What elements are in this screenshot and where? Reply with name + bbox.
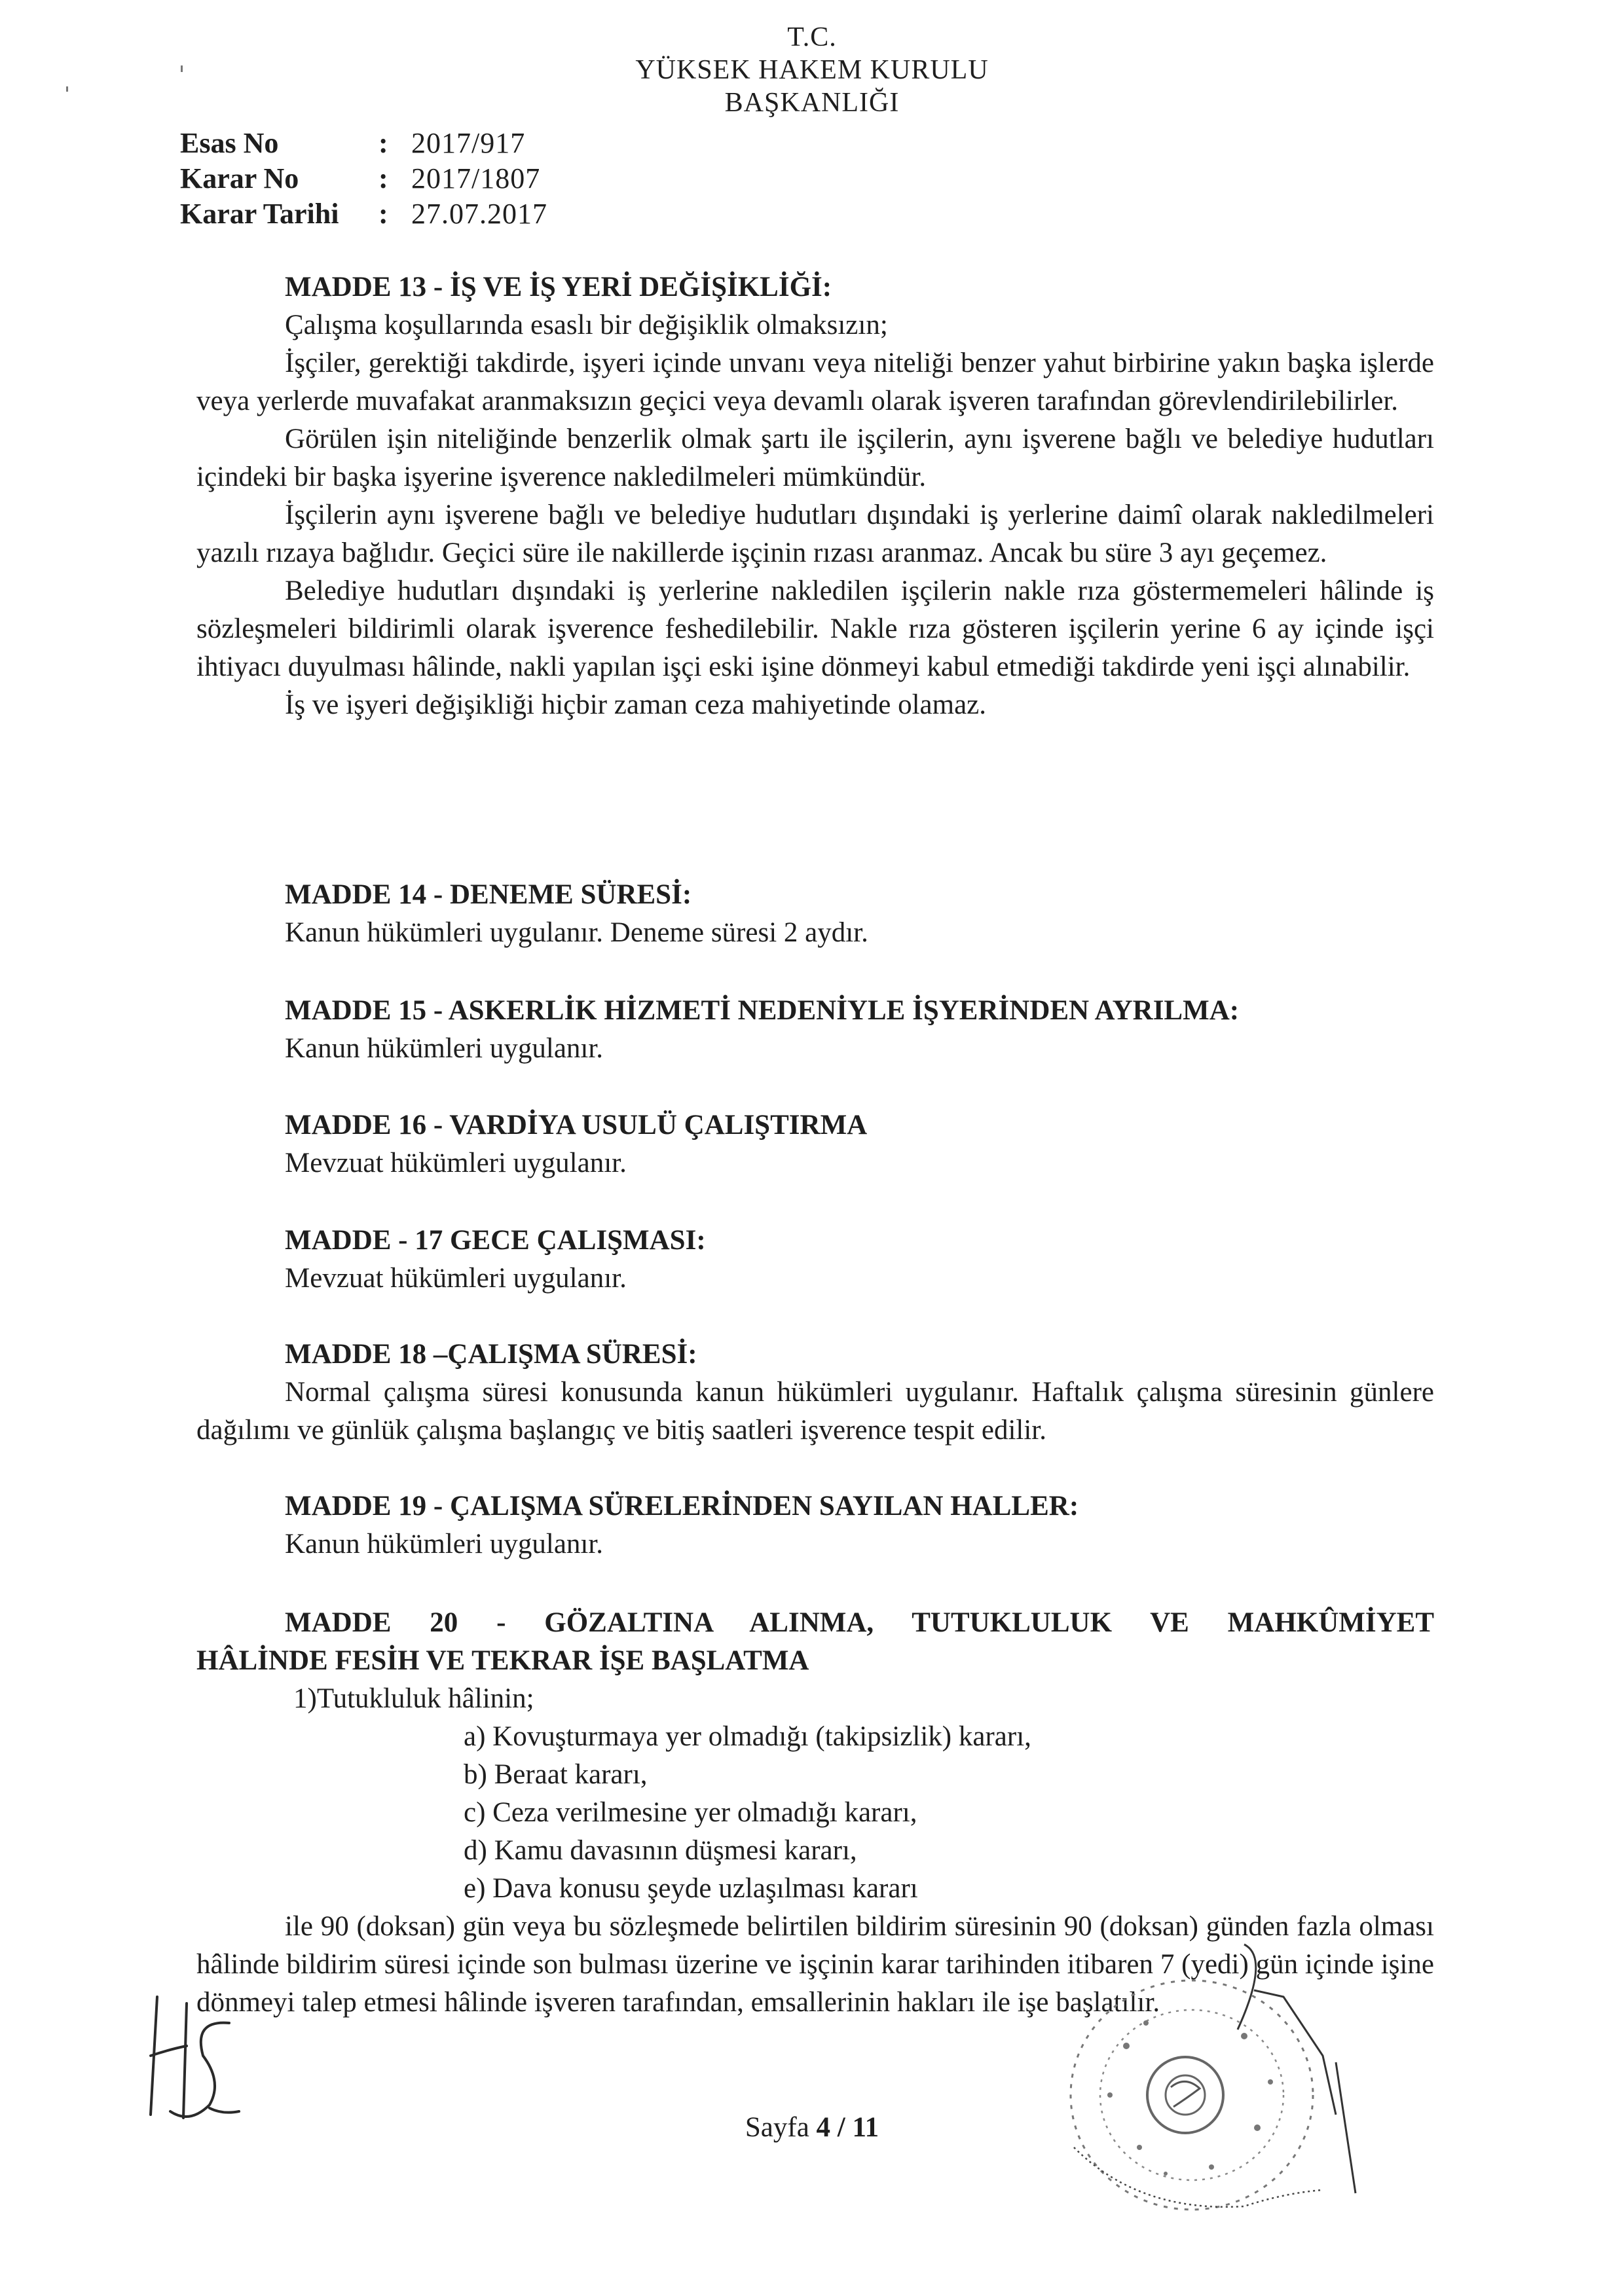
- meta-value: 2017/1807: [411, 162, 541, 194]
- page-value: 4 / 11: [816, 2112, 879, 2143]
- article-15: [196, 992, 1434, 1068]
- paragraph: Kanun hükümleri uygulanır.: [285, 1529, 604, 1559]
- article-title-continued: HÂLİNDE FESİH VE TEKRAR İŞE BAŞLATMA: [196, 1645, 809, 1676]
- list-item: d) Kamu davasının düşmesi kararı,: [464, 1835, 857, 1866]
- meta-row-esas: [180, 126, 547, 161]
- scan-mark: [181, 65, 183, 72]
- paragraph: ile 90 (doksan) gün veya bu sözleşmede belirtilen bildirim süresinin 90 (doksan) günden fazla olması hâlinde bildirim süresi içinde son bulması üzerine ve işçinin karar tarihinden itibaren 7 (yedi) gün içinde işine dönmeyi talep etmesi hâlinde işveren tarafından, emsallerinin hakları ile işe başlatılır.: [196, 1911, 1434, 2018]
- article-title: MADDE 13 - İŞ VE İŞ YERİ DEĞİŞİKLİĞİ:: [285, 272, 832, 302]
- article-title: MADDE 19 - ÇALIŞMA SÜRELERİNDEN SAYILAN HALLER:: [285, 1491, 1079, 1522]
- meta-label: Karar No: [180, 162, 299, 194]
- article-title: MADDE 14 - DENEME SÜRESİ:: [285, 879, 692, 910]
- case-metadata: [180, 126, 547, 232]
- header-line-tc: T.C.: [787, 22, 837, 52]
- paragraph: Mevzuat hükümleri uygulanır.: [285, 1263, 627, 1294]
- article-18: [196, 1336, 1434, 1449]
- meta-label: Karar Tarihi: [180, 198, 339, 230]
- paragraph: İşçiler, gerektiği takdirde, işyeri içinde unvanı veya niteliği benzer yahut birbirine yakın başka işlerde veya yerlerde muvafakat aranmaksızın geçici veya devamlı olarak işveren tarafından görevlendirilebilirler.: [196, 348, 1434, 416]
- institution-header: [570, 21, 1054, 119]
- paragraph: Mevzuat hükümleri uygulanır.: [285, 1148, 627, 1178]
- meta-separator: :: [378, 162, 388, 194]
- handwritten-initials-mark: [131, 1984, 242, 2134]
- paragraph: Belediye hudutları dışındaki iş yerlerine nakledilen işçilerin nakle rıza göstermemeleri hâlinde iş sözleşmeleri bildirimli olarak işverence feshedilebilir. Nakle rıza gösteren işçilerin yerine 6 ay içinde işçi ihtiyacı duyulması hâlinde, nakli yapılan işçi eski işine dönmeyi kabul etmediği takdirde yeni işçi alınabilir.: [196, 575, 1434, 682]
- list-item: e) Dava konusu şeyde uzlaşılması kararı: [464, 1873, 918, 1904]
- list-item: a) Kovuşturmaya yer olmadığı (takipsizlik) kararı,: [464, 1721, 1031, 1752]
- meta-row-karar: [180, 161, 547, 196]
- header-line-office: BAŞKANLIĞI: [724, 88, 900, 118]
- paragraph-intro: 1)Tutukluluk hâlinin;: [293, 1683, 534, 1714]
- meta-value: 27.07.2017: [411, 198, 547, 230]
- paragraph: İş ve işyeri değişikliği hiçbir zaman ceza mahiyetinde olamaz.: [285, 689, 987, 720]
- paragraph: İşçilerin aynı işverene bağlı ve belediye hudutları dışındaki iş yerlerine daimî olarak nakledilmeleri yazılı rızaya bağlıdır. Geçici süre ile nakillerde işçinin rızası aranmaz. Ancak bu süre 3 ayı geçemez.: [196, 500, 1434, 568]
- official-stamp-seal: [1048, 1931, 1414, 2239]
- article-title: MADDE 18 –ÇALIŞMA SÜRESİ:: [285, 1339, 697, 1370]
- paragraph: Normal çalışma süresi konusunda kanun hükümleri uygulanır. Haftalık çalışma süresinin günlere dağılımı ve günlük çalışma başlangıç ve bitiş saatleri işverence tespit edilir.: [196, 1377, 1434, 1446]
- paragraph: Kanun hükümleri uygulanır.: [285, 1033, 604, 1064]
- meta-value: 2017/917: [411, 127, 526, 159]
- meta-row-tarih: [180, 196, 547, 232]
- list-item: b) Beraat kararı,: [464, 1759, 648, 1790]
- article-title: MADDE 16 - VARDİYA USULÜ ÇALIŞTIRMA: [285, 1110, 868, 1140]
- article-title: MADDE 20 - GÖZALTINA ALINMA, TUTUKLULUK VE MAHKÛMİYET: [285, 1607, 1434, 1638]
- meta-separator: :: [378, 127, 388, 159]
- article-14: [196, 876, 1434, 952]
- decision-list: [464, 1718, 1434, 1908]
- page-prefix: Sayfa: [745, 2112, 809, 2143]
- article-title: MADDE 15 - ASKERLİK HİZMETİ NEDENİYLE İŞYERİNDEN AYRILMA:: [285, 995, 1240, 1026]
- article-title: MADDE - 17 GECE ÇALIŞMASI:: [285, 1225, 706, 1256]
- paragraph: Görülen işin niteliğinde benzerlik olmak şartı ile işçilerin, aynı işverene bağlı ve belediye hudutları içindeki bir başka işyerine işverence nakledilmeleri mümkündür.: [196, 424, 1434, 492]
- paragraph: Kanun hükümleri uygulanır. Deneme süresi 2 aydır.: [285, 917, 868, 948]
- list-item: c) Ceza verilmesine yer olmadığı kararı,: [464, 1797, 917, 1828]
- article-19: [196, 1487, 1434, 1563]
- meta-separator: :: [378, 198, 388, 230]
- article-17: [196, 1222, 1434, 1298]
- paragraph: Çalışma koşullarında esaslı bir değişiklik olmaksızın;: [285, 310, 888, 340]
- article-13: [196, 268, 1434, 724]
- article-16: [196, 1106, 1434, 1182]
- scan-mark: [66, 86, 68, 92]
- meta-label: Esas No: [180, 127, 279, 159]
- header-line-institution: YÜKSEK HAKEM KURULU: [635, 55, 989, 85]
